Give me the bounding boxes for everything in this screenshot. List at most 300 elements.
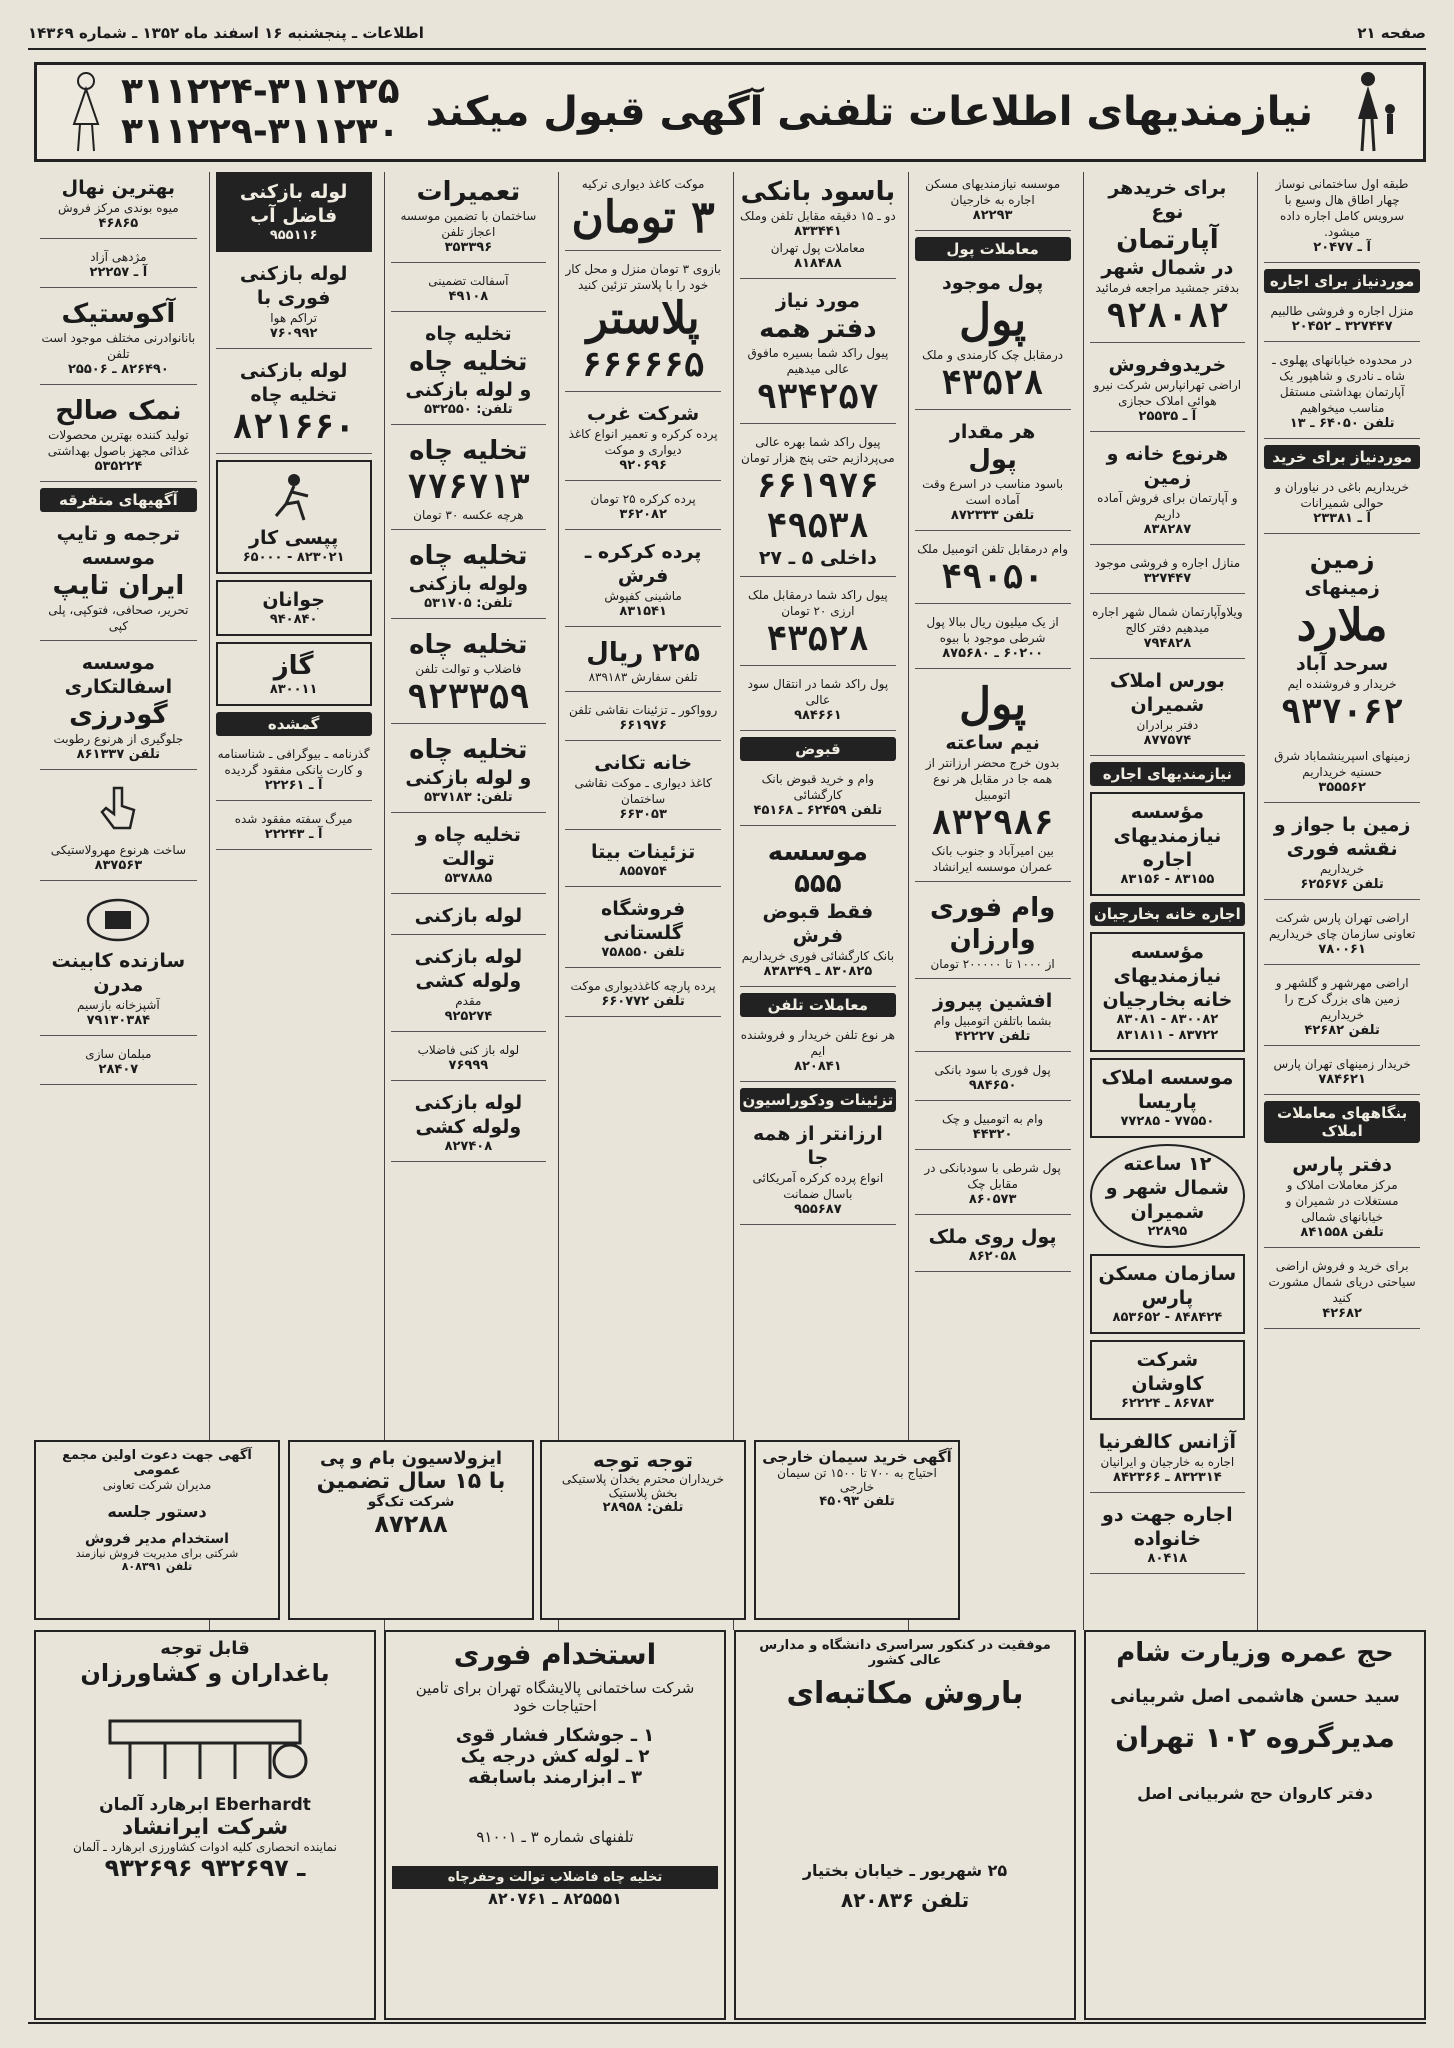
ad-sewage-unclog bbox=[391, 1038, 547, 1081]
ad-tel: ۲۸۴۰۷ bbox=[98, 1062, 139, 1077]
ad-heading: تخلیه چاه bbox=[409, 735, 528, 765]
ad-heading: تزئینات بیتا bbox=[591, 841, 696, 863]
ad-tel: ۸۳۳۴۴۱ bbox=[794, 224, 842, 239]
ad-tel: ۹۴۰۸۴۰ bbox=[269, 612, 318, 627]
ad-body: خریداریم باغی در نیاوران و حوالی شمیرانات bbox=[1275, 480, 1410, 510]
ad-tel: ۸۲۰۸۴۱ bbox=[794, 1059, 842, 1074]
ad-tel: ۹۵۵۱۱۶ bbox=[269, 228, 318, 243]
ad-body: پول راکد شما در انتقال سود عالی bbox=[747, 677, 889, 707]
ad-house-land bbox=[1090, 438, 1246, 545]
ad-body: تحریر، صحافی، فتوکپی، پلی کپی bbox=[48, 603, 189, 633]
ad-extension: داخلی ۵ ـ ۲۷ bbox=[758, 547, 877, 569]
ad-insulation bbox=[288, 1440, 534, 1620]
ad-body: بانانوادرنی مختلف موجود است تلفن bbox=[41, 331, 196, 361]
ad-assembly bbox=[34, 1440, 280, 1620]
ad-subheading: و لوله بازکنی bbox=[405, 379, 532, 401]
ad-well-service-title: تخلیه چاه فاضلاب توالت وحفرچاه bbox=[392, 1866, 718, 1889]
ad-address: بین امیرآباد و جنوب بانک عمران موسسه ایرانشاد bbox=[931, 844, 1054, 874]
ad-body: موسسه نیازمندیهای مسکن اجاره به خارجیان bbox=[925, 177, 1061, 207]
ad-saleh-salt bbox=[40, 391, 197, 482]
ad-tel: تلفن ۸۷۲۳۳۳ bbox=[950, 508, 1035, 523]
ad-hajj bbox=[1084, 1630, 1426, 2020]
ad-tel: تلفن: ۵۳۱۷۰۵ bbox=[424, 596, 513, 611]
ad-body: ماشینی کفپوش bbox=[604, 589, 682, 603]
ad-subheading: و لوله بازکنی bbox=[405, 767, 532, 789]
ad-body: درمقابل چک کارمندی و ملک bbox=[922, 348, 1064, 362]
ad-tel: تلفن ۸۲۰۸۳۶ bbox=[840, 1888, 970, 1912]
ad-body: احتیاج به ۷۰۰ تا ۱۵۰۰ تن سیمان خارجی bbox=[777, 1466, 937, 1494]
ad-225-rial bbox=[565, 633, 721, 692]
ad-tel: ۹۲۰۶۹۶ bbox=[619, 458, 667, 473]
page-number: صفحه ۲۱ bbox=[1357, 24, 1426, 42]
ad-body: مقدم bbox=[455, 994, 482, 1008]
ad-tel: ۹۵۵۶۸۷ bbox=[794, 1202, 842, 1217]
ad-well-drain-4 bbox=[391, 625, 547, 724]
ad-phone-number: ۴۹۰۵۰ bbox=[941, 557, 1044, 597]
ad-lost-passport bbox=[216, 742, 372, 801]
ad-half-hour-money bbox=[915, 675, 1071, 882]
ad-carpet-wallpaper bbox=[565, 172, 721, 251]
ad-tel: تلفن ۶۲۵۶۷۶ bbox=[1300, 877, 1384, 892]
ad-body: ساختمان با تضمین موسسه اعجاز تلفن bbox=[400, 209, 537, 239]
ad-goudarzi bbox=[40, 647, 197, 770]
section-money-deals: معاملات پول bbox=[915, 237, 1071, 261]
ad-quick-loan bbox=[915, 888, 1071, 979]
ad-tel: ۵۳۷۸۸۵ bbox=[444, 871, 493, 886]
ad-pepsi-car bbox=[216, 460, 372, 574]
ad-best-saplings bbox=[40, 172, 197, 239]
ad-heading: هر مقدار bbox=[949, 421, 1036, 443]
ad-sales-title: استخدام مدیر فروش bbox=[85, 1531, 229, 1547]
ad-any-amount bbox=[915, 416, 1071, 531]
ad-tel: ۸۴۸۴۲۴ - ۸۵۳۶۵۲ bbox=[1112, 1310, 1223, 1325]
ad-body: اجاره به خارجیان و ایرانیان bbox=[1100, 1455, 1235, 1469]
ad-well-drain-2 bbox=[391, 431, 547, 530]
ad-body: آشپزخانه بازسیم bbox=[77, 998, 160, 1012]
ad-heading: باروش مکاتبه‌ای bbox=[786, 1676, 1024, 1711]
ad-subheading: با ۱۵ سال تضمین bbox=[316, 1469, 506, 1494]
ad-money-available bbox=[915, 267, 1071, 410]
ad-big-word: گودرزی bbox=[69, 700, 168, 730]
ad-housing-foreigners bbox=[915, 172, 1071, 231]
ad-body: پول فوری با سود بانکی bbox=[934, 1063, 1051, 1077]
ad-plumbing-last bbox=[391, 1087, 547, 1162]
ad-heading: لوله بازکنی فوری با bbox=[239, 263, 348, 309]
ad-body: جلوگیری از هرنوع رطوبت bbox=[53, 732, 184, 746]
ad-body: طبقه اول ساختمانی نوساز چهار اطاق هال وسیع با سرویس کامل اجاره داده میشود. bbox=[1275, 177, 1409, 239]
ad-subheading: وارزان bbox=[949, 925, 1036, 955]
ad-tel: ۸۲۶۴۹۰ ـ ۲۵۵۰۶ bbox=[67, 362, 169, 377]
ad-tel: ۸۳۲۳۱۴ ـ ۸۴۲۳۶۶ bbox=[1113, 1470, 1222, 1485]
ad-body: بشما باتلفن اتومبیل وام bbox=[933, 1014, 1052, 1028]
ad-body: خریدار زمینهای تهران پارس bbox=[1273, 1057, 1411, 1071]
ad-tel: ۷۸۴۶۲۱ bbox=[1318, 1072, 1366, 1087]
ad-heading: ارزانتر از همه جا bbox=[753, 1123, 883, 1169]
ad-heading: اجاره جهت دو خانواده bbox=[1102, 1504, 1233, 1550]
ad-company: شرکت تک‌گو bbox=[367, 1494, 455, 1510]
right-bottom-notices bbox=[34, 1440, 534, 1620]
ad-unclog-drain bbox=[216, 355, 372, 454]
ad-california-agency bbox=[1090, 1426, 1246, 1493]
ad-bita-decor bbox=[565, 836, 721, 887]
ad-office-hame bbox=[740, 285, 896, 424]
ad-rental-agency bbox=[1090, 792, 1246, 896]
ad-heading: تعمیرات bbox=[416, 177, 521, 207]
ad-tel: تلفن ۸۴۱۵۵۸ bbox=[1300, 1225, 1384, 1240]
ad-heading: بورس املاک شمیران bbox=[1109, 670, 1225, 716]
ad-body: انواع پرده کرکره آمریکائی باسال ضمانت bbox=[752, 1171, 884, 1201]
ad-heading: آکوستیک bbox=[61, 299, 176, 329]
ad-heading: پرده کرکره ـ فرش bbox=[584, 541, 702, 587]
ad-mallard-land bbox=[1264, 540, 1420, 738]
ad-tel: تلفن ۶۴۰۵۰ ـ ۱۳ bbox=[1289, 416, 1395, 431]
ad-furniture bbox=[40, 1042, 197, 1085]
banner-title: نیازمندیهای اطلاعات تلفنی آگهی قبول میکند bbox=[425, 89, 1314, 135]
ad-tel: تلفن ۴۵۰۹۳ bbox=[819, 1494, 895, 1509]
ad-subheading: زمینهای bbox=[1304, 577, 1380, 599]
ad-blinds-carpet bbox=[565, 536, 721, 627]
ad-attention bbox=[540, 1440, 746, 1620]
classified-banner bbox=[34, 62, 1426, 162]
ad-body: مدیران شرکت تعاونی bbox=[102, 1478, 212, 1492]
ad-group: مدیرگروه ۱۰۲ تهران bbox=[1115, 1721, 1395, 1754]
ad-land-east bbox=[1264, 744, 1420, 803]
ad-body: پرده کرکره ۲۵ تومان bbox=[590, 492, 696, 506]
ad-subheading: ولوله بازکنی bbox=[408, 573, 529, 595]
ad-blinds bbox=[740, 1118, 896, 1225]
ad-body: بازوی ۳ تومان منزل و محل کار خود را با پلاستر تزئین کنید bbox=[565, 262, 721, 292]
ad-tel: ۹۸۴۶۶۱ bbox=[794, 708, 842, 723]
ad-heading: نمک صالح bbox=[55, 396, 182, 426]
ad-pars-office bbox=[1264, 1149, 1420, 1248]
ad-rubber-stamps bbox=[40, 776, 197, 881]
ad-tel: تلفن ۴۲۶۸۲ bbox=[1304, 1023, 1380, 1038]
ad-office: دفتر کاروان حج شربیانی اصل bbox=[1137, 1784, 1373, 1803]
ad-rovacor bbox=[565, 698, 721, 741]
ad-body: ویلاوآپارتمان شمال شهر اجاره میدهیم دفتر کالج bbox=[1092, 605, 1243, 635]
ad-name: سید حسن هاشمی اصل شربیانی bbox=[1110, 1686, 1400, 1707]
ad-heading: دفتر پارس bbox=[1292, 1154, 1393, 1176]
ad-heading: پول موجود bbox=[942, 272, 1044, 294]
ad-tel: ۷۶۰۹۹۲ bbox=[269, 326, 318, 341]
ad-body: آسفالت تضمینی bbox=[428, 274, 509, 288]
bottom-display-ads bbox=[34, 1630, 1426, 2020]
ad-phone-number: ۹۲۳۳۵۹ bbox=[406, 677, 530, 717]
ad-mehrshahr-land bbox=[1264, 971, 1420, 1046]
ad-azad-news bbox=[40, 245, 197, 288]
ad-tel: ۸۳۷۵۶۳ bbox=[94, 858, 143, 873]
ad-heading: لوله بازکنی bbox=[414, 905, 523, 927]
ad-tel: ۸۶۲۰۵۸ bbox=[968, 1249, 1017, 1264]
ad-body: روواکور ـ تزئینات نقاشی تلفن bbox=[568, 703, 718, 717]
ad-tel: ۸۰۴۱۸ bbox=[1147, 1551, 1188, 1566]
ad-big-word: آپارتمان bbox=[1116, 225, 1219, 255]
ad-body: بدون خرج محضر ارزانتر از همه جا در مقابل هر نوع اتومبیل bbox=[925, 756, 1060, 802]
ad-heading: آگهی خرید سیمان خارجی bbox=[762, 1448, 952, 1466]
ad-heading: توجه توجه bbox=[592, 1448, 694, 1472]
ad-tel: تلفن ۸۶۱۳۳۷ bbox=[76, 747, 161, 762]
ad-heading: گاز bbox=[273, 651, 314, 681]
ad-well-drain-1 bbox=[391, 318, 547, 425]
ad-heading: لوله بازکنی ولوله کشی bbox=[414, 946, 523, 992]
ad-phone-trade bbox=[740, 1023, 896, 1082]
ad-body: خریداران محترم یخدان پلاستیکی بخش پلاستیک bbox=[561, 1472, 725, 1500]
ad-tel: ۸۷۷۵۷۴ bbox=[1143, 733, 1192, 748]
ad-body: پرده پارچه کاغذدیواری موکت bbox=[570, 979, 716, 993]
ad-body: معاملات پول تهران bbox=[770, 241, 866, 255]
section-misc: آگهیهای متفرقه bbox=[40, 488, 197, 512]
page-header bbox=[28, 18, 1426, 50]
ad-agenda: دستور جلسه bbox=[107, 1502, 207, 1521]
ad-big-word: تخلیه چاه bbox=[409, 347, 528, 377]
ad-body: میرگ سفته مفقود شده bbox=[234, 812, 353, 826]
ad-garden-wanted bbox=[1264, 475, 1420, 534]
section-lost: گمشده bbox=[216, 712, 372, 736]
ad-tel: ۲۲۸۹۵ bbox=[1147, 1224, 1188, 1239]
ad-sales-tel: تلفن ۸۰۸۳۹۱ bbox=[121, 1560, 193, 1573]
ad-plaster-1 bbox=[565, 257, 721, 392]
ad-heading: مورد نیاز bbox=[775, 290, 860, 312]
ad-heading: تخلیه چاه bbox=[409, 436, 528, 466]
ad-body: موکت کاغذ دیواری ترکیه bbox=[581, 177, 705, 191]
ad-body: اراضی مهرشهر و گلشهر و زمین های بزرگ کرج را خریداریم bbox=[1275, 976, 1409, 1022]
ad-tel: ۳۲۷۴۴۷ bbox=[1143, 571, 1192, 586]
ad-body: دفتر برادران bbox=[1136, 718, 1199, 732]
ad-heading: خریدوفروش bbox=[1108, 354, 1227, 376]
ad-big-word: ایران تایپ bbox=[52, 571, 185, 601]
banner-phones bbox=[121, 72, 400, 152]
ad-tel: آ ـ ۲۰۴۷۷ bbox=[1313, 240, 1371, 255]
mother-child-illustration-icon bbox=[1339, 67, 1409, 157]
ad-tehranpars-buyer bbox=[1264, 1052, 1420, 1095]
ad-acoustic bbox=[40, 294, 197, 385]
ad-tel: ۳۶۲۰۸۲ bbox=[619, 507, 667, 522]
ad-tel: ۶۶۱۹۷۶ bbox=[619, 718, 667, 733]
ad-tel: ۹۸۴۶۵۰ bbox=[968, 1078, 1017, 1093]
ad-tel: ۸۵۵۷۵۴ bbox=[619, 864, 667, 879]
ad-subheading: موسسه bbox=[81, 547, 155, 569]
ad-gharb-company bbox=[565, 398, 721, 481]
ad-body: پرده کرکره و تعمیر انواع کاغذ دیواری و موکت bbox=[568, 427, 718, 457]
ad-phone-number: ۶۶۱۹۷۶ bbox=[756, 466, 880, 506]
ad-body: شرکت ساختمانی پالایشگاه تهران برای تامین احتیاجات خود bbox=[415, 1679, 695, 1715]
section-phone-deals: معاملات تلفن bbox=[740, 993, 896, 1017]
ad-heading: پول روی ملک bbox=[928, 1226, 1057, 1248]
ad-tel: ۹۲۵۲۷۴ bbox=[444, 1009, 493, 1024]
ad-heading: تخلیه چاه bbox=[425, 323, 512, 345]
ad-item-2: ۲ ـ لوله کش درجه یک bbox=[460, 1746, 650, 1767]
ad-heading: آژانس کالفرنیا bbox=[1098, 1431, 1237, 1453]
ad-body: گذرنامه ـ بیوگرافی ـ شناسنامه و کارت بانکی مفقود گردیده bbox=[217, 747, 370, 777]
ad-heading: موسسه املاک پاریسا bbox=[1101, 1067, 1234, 1113]
ad-big-word: دفتر همه bbox=[759, 314, 877, 344]
ad-villa-rent bbox=[1090, 600, 1246, 659]
banner-phones-line2: ۳۱۱۲۲۹-۳۱۱۲۳۰ bbox=[121, 111, 400, 152]
ad-body: وام درمقابل تلفن اتومبیل ملک bbox=[917, 542, 1069, 556]
ad-golestani-store bbox=[565, 893, 721, 968]
ad-modern-cabinet bbox=[40, 887, 197, 1036]
ad-heading: پپسی کار bbox=[249, 527, 339, 549]
ad-body: تولید کننده بهترین محصولات غذائی مجهز باصول بهداشتی bbox=[47, 428, 190, 458]
ad-heading: آگهی جهت دعوت اولین مجمع عمومی bbox=[62, 1448, 252, 1478]
issue-info: اطلاعات ـ پنجشنبه ۱۶ اسفند ماه ۱۳۵۲ ـ شماره ۱۴۳۶۹ bbox=[28, 24, 424, 42]
ad-maskan-pars bbox=[1090, 1254, 1246, 1334]
ad-subheading: باغداران و کشاورزان bbox=[80, 1659, 330, 1687]
ad-well-drain-3 bbox=[391, 536, 547, 619]
ad-body: پیول راکد شما بهره عالی می‌پردازیم حتی پنج هزار تومان bbox=[741, 435, 895, 465]
ad-body: فاضلاب و توالت تلفن bbox=[415, 662, 522, 676]
ad-tel: ۶۰۲۰۰ ـ ۸۷۵۶۸۰ bbox=[942, 646, 1044, 661]
ad-receipt-loans bbox=[740, 767, 896, 826]
ad-phone-number: ۹۳۴۲۵۷ bbox=[756, 377, 880, 417]
ad-heading: مؤسسه نیازمندیهای خانه بخارجیان bbox=[1102, 941, 1233, 1011]
ad-body: هر نوع تلفن خریدار و فروشنده ایم bbox=[740, 1028, 895, 1058]
ad-heading: ترجمه و تایپ bbox=[56, 523, 181, 545]
tractor-implement-icon bbox=[90, 1691, 320, 1791]
ad-body: ساخت هرنوع مهرولاستیکی bbox=[50, 843, 187, 857]
ad-land-permit bbox=[1264, 809, 1420, 900]
ad-shemiran-bourse bbox=[1090, 665, 1246, 756]
ad-address: ۲۵ شهریور ـ خیابان بختیار bbox=[802, 1861, 1008, 1880]
ad-tel: ۸۶۰۵۷۳ bbox=[968, 1192, 1017, 1207]
ad-tel: ۸۳۰۰۸۲ - ۸۳۰۸۱ ۸۳۷۲۲ - ۸۳۱۸۱۱ bbox=[1116, 1012, 1219, 1043]
ad-body: مرکز معاملات املاک و مستغلات در شمیران و خیابانهای شمالی bbox=[1285, 1178, 1399, 1224]
section-decoration: تزئینات ودکوراسیون bbox=[740, 1088, 896, 1112]
ad-north-sea-land bbox=[1264, 1254, 1420, 1329]
ad-asphalt bbox=[391, 269, 547, 312]
ad-heading: سازمان مسکن پارس bbox=[1098, 1263, 1237, 1309]
ad-tel: تلفن: ۵۳۲۵۵۰ bbox=[424, 402, 513, 417]
ad-institute-555 bbox=[740, 832, 896, 987]
ad-lost-note bbox=[216, 807, 372, 850]
ad-heading: فروشگاه گلستانی bbox=[601, 898, 686, 944]
footer-rule bbox=[28, 2022, 1426, 2024]
ad-body: بانک کارگشائی فوری خریداریم bbox=[741, 949, 895, 963]
ad-phone-number: ۸۳۲۹۸۶ bbox=[931, 803, 1055, 843]
ad-conditional-money bbox=[915, 1156, 1071, 1215]
ad-body: خریدار و فروشنده ایم bbox=[1287, 677, 1397, 691]
ad-car-check-loan bbox=[915, 1107, 1071, 1150]
ad-sewage-pipe bbox=[216, 172, 372, 252]
ad-tel: آ ـ ۲۲۲۴۳ bbox=[264, 827, 323, 842]
ad-body: زمینهای اسپرینشماباد شرق حسنیه خریداریم bbox=[1274, 749, 1411, 779]
ad-tel: ۸۳۱۵۵ - ۸۳۱۵۶ bbox=[1120, 872, 1215, 887]
ad-transfer-interest bbox=[740, 672, 896, 731]
ad-body: اراضی تهران پارس شرکت تعاونی سازمان چای خریداریم bbox=[1268, 911, 1416, 941]
ad-heading: استخدام فوری bbox=[453, 1638, 657, 1671]
ad-tel: ۸۳۸۲۸۷ bbox=[1143, 522, 1192, 537]
ad-body: از یک میلیون ریال ببالا پول شرطی موجود با بیوه bbox=[926, 615, 1059, 645]
ad-brand: ابرهارد آلمان Eberhardt bbox=[99, 1795, 311, 1815]
ad-big-word: پول bbox=[959, 295, 1027, 346]
ad-big-word: پول bbox=[959, 679, 1027, 730]
ad-heading: خانه تکانی bbox=[594, 752, 693, 774]
ad-tel: ۷۹۴۸۲۸ bbox=[1143, 636, 1192, 651]
ad-tel: ۸۶۷۸۳ ـ ۶۲۲۲۴ bbox=[1120, 1396, 1214, 1411]
ad-tel: ۴۹۱۰۸ bbox=[448, 289, 489, 304]
ad-body: دو ـ ۱۵ دقیقه مقابل تلفن وملک bbox=[740, 209, 896, 223]
ad-heading: مؤسسه نیازمندیهای اجاره bbox=[1113, 801, 1222, 871]
ad-body: برای خرید و فروش اراضی سیاحتی دریای شمال مشورت کنید bbox=[1268, 1259, 1416, 1305]
ad-tel: آ ـ ۲۲۲۵۷ bbox=[89, 265, 148, 280]
ad-body: تلفن سفارش ۸۳۹۱۸۳ bbox=[588, 670, 698, 684]
ad-item-1: ۱ ـ جوشکار فشار قوی bbox=[455, 1725, 655, 1746]
ad-body: وام به اتومبیل و چک bbox=[942, 1112, 1044, 1126]
ad-tel: ۸۲۲۹۳ bbox=[972, 208, 1013, 223]
ad-body: باسود مناسب در اسرع وقت آماده است bbox=[922, 477, 1064, 507]
ad-body: تراکم هوا bbox=[270, 311, 317, 325]
ad-phone-number: ۶۶۶۶۶۵ bbox=[581, 345, 705, 385]
ad-buy-sell-land bbox=[1090, 349, 1246, 432]
ad-two-family-rent bbox=[1090, 1499, 1246, 1574]
ad-idle-money bbox=[740, 430, 896, 577]
ad-blinds-25 bbox=[565, 487, 721, 530]
ad-heading: حج عمره وزیارت شام bbox=[1116, 1638, 1394, 1668]
ad-well-drain-5 bbox=[391, 730, 547, 813]
ad-heading: زمین با جواز و نقشه فوری bbox=[1273, 814, 1411, 860]
ad-heading: موسسه اسفالتکاری bbox=[64, 652, 173, 698]
ad-cement-purchase bbox=[754, 1440, 960, 1620]
ad-body: و آپارتمان برای فروش آماده داریم bbox=[1097, 491, 1238, 521]
ad-body: پیول راکد شما بسیره مافوق عالی میدهیم bbox=[747, 346, 889, 376]
ad-phone-number: ۴۹۵۳۸ bbox=[766, 506, 870, 546]
ad-moghadam-plumbing bbox=[391, 941, 547, 1032]
middle-notices bbox=[540, 1440, 960, 1620]
ad-big-word: ۳ تومان bbox=[571, 192, 715, 243]
ad-heading: سازنده کابینت مدرن bbox=[51, 950, 186, 996]
ad-body: در محدوده خیابانهای پهلوی ـ شاه ـ نادری و شاهپور یک آپارتمان بهداشتی مستقل مناسب میخواهیم bbox=[1272, 353, 1413, 415]
ad-farmers bbox=[34, 1630, 376, 2020]
ad-heading: لوله بازکنی ولوله کشی bbox=[414, 1092, 523, 1138]
ad-well-toilet bbox=[391, 819, 547, 894]
section-buy-needed: موردنیاز برای خرید bbox=[1264, 445, 1420, 469]
ad-rent-needed bbox=[1264, 299, 1420, 342]
ad-body: لوله باز کنی فاضلاب bbox=[417, 1043, 520, 1057]
ad-heading: زمین bbox=[1309, 545, 1375, 575]
ad-sales-body: شرکتی برای مدیریت فروش نیازمند bbox=[75, 1547, 239, 1560]
ad-tel: تلفن ۶۶۰۷۷۲ bbox=[601, 994, 685, 1009]
ad-body: منازل اجاره و فروشی موجود bbox=[1094, 556, 1241, 570]
ad-phone-number: ۷۷۶۷۱۳ bbox=[406, 467, 530, 507]
emblem-icon bbox=[83, 895, 153, 945]
ad-phones: ۹۳۲۶۹۶ ـ ۹۳۲۶۹۷ bbox=[104, 1854, 306, 1882]
ad-entrance-exam bbox=[734, 1630, 1076, 2020]
ad-gas bbox=[216, 642, 372, 706]
ad-tel: ۷۹۱۳۰۳۸۴ bbox=[86, 1013, 151, 1028]
ad-body: اراضی تهرانپارس شرکت نیرو هوائی املاک حجازی bbox=[1093, 378, 1242, 408]
ad-heading: لوله بازکنی فاضل آب bbox=[239, 181, 348, 227]
ad-heading: ۲۲۵ ریال bbox=[586, 638, 700, 668]
ad-subheading: موفقیت در کنکور سراسری دانشگاه و مدارس عالی کشور bbox=[759, 1638, 1051, 1668]
ad-tel: ۶۶۳۰۵۳ bbox=[619, 807, 667, 822]
ad-body: پول شرطی با سودبانکی در مقابل چک bbox=[924, 1161, 1061, 1191]
ad-body: مژدهی آزاد bbox=[90, 250, 147, 264]
ad-tel: تلفن: ۲۸۹۵۸ bbox=[602, 1500, 684, 1515]
ad-phone-number: ۴۳۵۲۸ bbox=[941, 363, 1044, 403]
section-rentals: نیازمندیهای اجاره bbox=[1090, 762, 1246, 786]
ad-tel: ۳۵۵۵۶۲ bbox=[1318, 780, 1366, 795]
ad-bank-interest bbox=[740, 172, 896, 279]
ad-big-word: پول bbox=[968, 445, 1017, 475]
ad-heading: نیم ساعته bbox=[945, 732, 1040, 754]
section-foreign-rentals: اجاره خانه بخارجیان bbox=[1090, 902, 1246, 926]
ad-tel: تلفن: ۵۳۷۱۸۳ bbox=[424, 790, 513, 805]
ad-heading: قابل توجه bbox=[160, 1638, 250, 1659]
ad-body: مبلمان سازی bbox=[85, 1047, 152, 1061]
ad-curtain-fabric bbox=[565, 974, 721, 1017]
ad-body: نماینده انحصاری کلیه ادوات کشاورزی ابرهارد ـ آلمان bbox=[73, 1840, 337, 1854]
ad-jamshid-apartment bbox=[1090, 172, 1246, 343]
